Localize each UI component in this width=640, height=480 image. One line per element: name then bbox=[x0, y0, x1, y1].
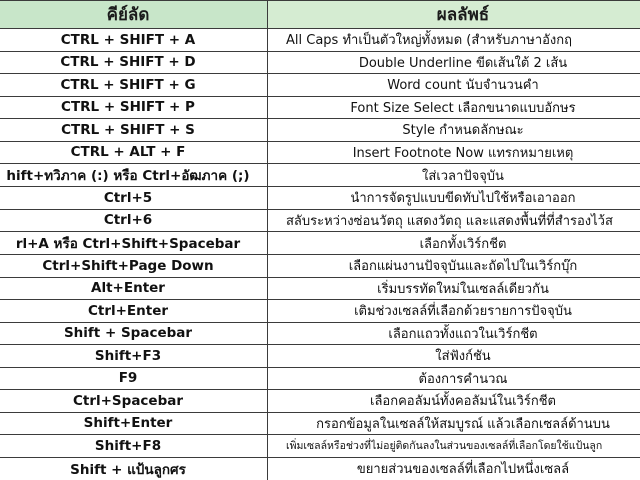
result-cell: เพิ่มเซลล์หรือช่วงที่ไม่อยู่ติดกันลงในส่วนของเซลล์ที่เลือกโดยใช้แป้นลูก bbox=[268, 435, 640, 458]
shortcut-cell: CTRL + SHIFT + S bbox=[0, 119, 268, 142]
result-cell: สลับระหว่างซ่อนวัตถุ แสดงวัตถุ และแสดงพื้นที่ที่สำรองไว้ส bbox=[268, 209, 640, 232]
table-row bbox=[0, 322, 640, 345]
table-row bbox=[0, 277, 640, 300]
result-cell: Font Size Select เลือกขนาดแบบอักษร bbox=[268, 96, 640, 119]
result-cell: เลือกแผ่นงานปัจจุบันและถัดไปในเวิร์กบุ๊ก bbox=[268, 255, 640, 278]
table-row bbox=[0, 209, 640, 232]
shortcut-cell: CTRL + SHIFT + G bbox=[0, 74, 268, 97]
shortcut-cell: hift+ทวิภาค (:) หรือ Ctrl+อัฒภาค (;) bbox=[0, 164, 268, 187]
table-row bbox=[0, 435, 640, 458]
shortcut-cell: Alt+Enter bbox=[0, 277, 268, 300]
shortcut-cell: Shift + แป้นลูกศร bbox=[0, 457, 268, 480]
header-result: ผลลัพธ์ bbox=[268, 1, 640, 29]
table-row bbox=[0, 412, 640, 435]
result-cell: ต้องการคำนวณ bbox=[268, 367, 640, 390]
shortcut-cell: Shift+Enter bbox=[0, 412, 268, 435]
shortcut-cell: F9 bbox=[0, 367, 268, 390]
table-row bbox=[0, 390, 640, 413]
result-cell: All Caps ทำเป็นตัวใหญ่ทั้งหมด (สำหรับภาษาอังกฤ bbox=[268, 29, 640, 52]
table-row bbox=[0, 96, 640, 119]
result-cell: Style กำหนดลักษณะ bbox=[268, 119, 640, 142]
result-cell: เติมช่วงเซลล์ที่เลือกด้วยรายการปัจจุบัน bbox=[268, 300, 640, 323]
result-cell: เริ่มบรรทัดใหม่ในเซลล์เดียวกัน bbox=[268, 277, 640, 300]
result-cell: ใส่เวลาปัจจุบัน bbox=[268, 164, 640, 187]
table-row bbox=[0, 187, 640, 210]
shortcut-cell: CTRL + SHIFT + A bbox=[0, 29, 268, 52]
shortcut-cell: Shift+F8 bbox=[0, 435, 268, 458]
table-row bbox=[0, 255, 640, 278]
table-row bbox=[0, 164, 640, 187]
table-row bbox=[0, 232, 640, 255]
shortcut-cell: CTRL + ALT + F bbox=[0, 141, 268, 164]
shortcut-cell: Shift+F3 bbox=[0, 345, 268, 368]
result-cell: Word count นับจำนวนคำ bbox=[268, 74, 640, 97]
result-cell: เลือกทั้งเวิร์กชีต bbox=[268, 232, 640, 255]
table-row bbox=[0, 345, 640, 368]
result-cell: Insert Footnote Now แทรกหมายเหตุ bbox=[268, 141, 640, 164]
shortcut-cell: Ctrl+5 bbox=[0, 187, 268, 210]
result-cell: เลือกคอลัมน์ทั้งคอลัมน์ในเวิร์กชีต bbox=[268, 390, 640, 413]
result-cell: เลือกแถวทั้งแถวในเวิร์กชีต bbox=[268, 322, 640, 345]
table-row bbox=[0, 119, 640, 142]
shortcut-cell: Ctrl+Shift+Page Down bbox=[0, 255, 268, 278]
shortcut-cell: CTRL + SHIFT + P bbox=[0, 96, 268, 119]
table-row bbox=[0, 51, 640, 74]
shortcut-cell: Ctrl+Spacebar bbox=[0, 390, 268, 413]
result-cell: นำการจัดรูปแบบขีดทับไปใช้หรือเอาออก bbox=[268, 187, 640, 210]
shortcut-cell: Shift + Spacebar bbox=[0, 322, 268, 345]
shortcut-cell: CTRL + SHIFT + D bbox=[0, 51, 268, 74]
table-row bbox=[0, 300, 640, 323]
header-shortcut: คีย์ลัด bbox=[0, 1, 268, 29]
table-row bbox=[0, 141, 640, 164]
table-row bbox=[0, 29, 640, 52]
shortcut-cell: Ctrl+Enter bbox=[0, 300, 268, 323]
header-row bbox=[0, 1, 640, 29]
result-cell: ใส่ฟังก์ชัน bbox=[268, 345, 640, 368]
table-row bbox=[0, 457, 640, 480]
shortcut-cell: Ctrl+6 bbox=[0, 209, 268, 232]
table-row bbox=[0, 367, 640, 390]
result-cell: Double Underline ขีดเส้นใต้ 2 เส้น bbox=[268, 51, 640, 74]
result-cell: ขยายส่วนของเซลล์ที่เลือกไปหนึ่งเซลล์ bbox=[268, 457, 640, 480]
table-row bbox=[0, 74, 640, 97]
result-cell: กรอกข้อมูลในเซลล์ให้สมบูรณ์ แล้วเลือกเซลล์ด้านบน bbox=[268, 412, 640, 435]
shortcut-cell: rl+A หรือ Ctrl+Shift+Spacebar bbox=[0, 232, 268, 255]
